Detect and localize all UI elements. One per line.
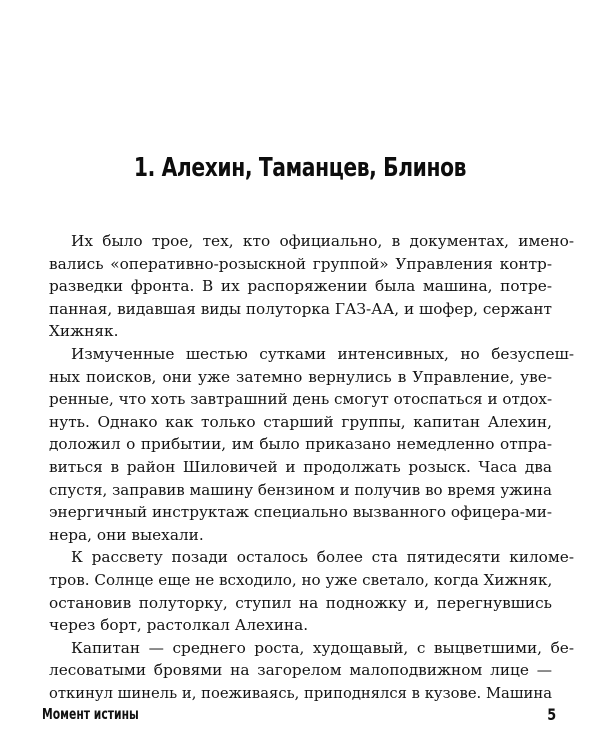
text-line: откинул шинель и, поеживаясь, приподнялся в кузове. Машина — [49, 683, 552, 702]
text-line: Хижняк. — [49, 322, 119, 341]
text-line: панная, видавшая виды полуторка ГАЗ-АА, и шофер, сержант — [49, 299, 553, 318]
text-line: Их было трое, тех, кто официально, в документах, имено- — [71, 232, 574, 250]
text-line: нера, они выехали. — [49, 525, 204, 544]
chapter-body — [49, 230, 574, 704]
page-footer — [42, 705, 556, 729]
text-line: виться в район Шиловичей и продолжать розыск. Часа два — [49, 457, 552, 476]
page-number: 5 — [547, 705, 556, 724]
text-line: энергичный инструктаж специально вызванного офицера-ми- — [49, 503, 553, 522]
text-line: доложил о прибытии, им было приказано немедленно отпра- — [49, 435, 552, 454]
text-line: лесоватыми бровями на загорелом малоподвижном лице — — [49, 661, 552, 680]
text-line: остановив полуторку, ступил на подножку и, перегнувшись — [49, 593, 552, 612]
text-line: тров. Солнце еще не всходило, но уже светало, когда Хижняк, — [49, 570, 553, 589]
chapter-title: 1. Алехин, Таманцев, Блинов — [133, 153, 467, 183]
text-line: нуть. Однако как только старший группы, капитан Алехин, — [49, 412, 552, 431]
text-line: спустя, заправив машину бензином и получив во время ужина — [49, 480, 552, 499]
text-line: ных поисков, они уже затемно вернулись в Управление, уве- — [49, 367, 552, 386]
text-line: Капитан — среднего роста, худощавый, с выцветшими, бе- — [71, 638, 574, 657]
text-line: вались «оперативно-розыскной группой» Управления контр- — [49, 254, 552, 273]
text-line: ренные, что хоть завтрашний день смогут отоспаться и отдох- — [49, 390, 553, 409]
text-line: К рассвету позади осталось более ста пятидесяти киломе- — [71, 548, 574, 567]
text-line: Измученные шестью сутками интенсивных, но безуспеш- — [71, 344, 574, 363]
running-title: Момент истины — [42, 705, 139, 723]
text-line: через борт, растолкал Алехина. — [49, 616, 309, 635]
text-line: разведки фронта. В их распоряжении была машина, потре- — [49, 277, 552, 296]
